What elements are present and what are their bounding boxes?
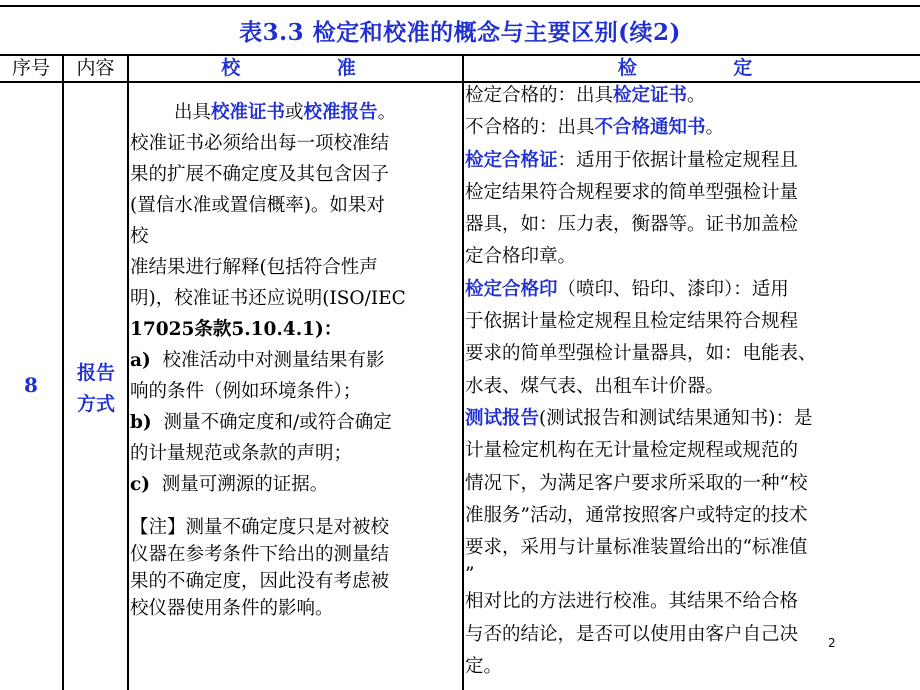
calibration-certificate-term: 校准证书 [211,102,286,123]
row-content-label [64,358,128,420]
col-divider-3 [462,56,464,690]
ver-line: 于依据计量检定规程且检定结果符合规程 [465,311,799,333]
calibration-report-term: 校准报告 [303,102,378,123]
ver-line: 相对比的方法进行校准。其结果不给合格 [465,591,799,613]
cal-line: (置信水准或置信概率)。如果对 [130,195,385,216]
verification-pass-certificate-term: 检定合格证 [465,149,558,171]
ver-line: 与否的结论，是否可以使用由客户自己决 [465,623,799,645]
cal-line: 果的扩展不确定度及其包含因子 [130,164,390,185]
cal-line: 的计量规范或条款的声明； [130,443,353,464]
ver-line: 检定合格的：出具检定证书。 [465,85,706,106]
ver-line: 不合格的：出具不合格通知书。 [465,117,725,139]
calibration-note [130,514,462,622]
ver-line: 要求，采用与计量标准装置给出的“标准值 [465,537,808,559]
ver-line: 检定结果符合规程要求的简单型强检计量 [465,181,799,203]
note-line: 校仪器使用条件的影响。 [130,598,334,619]
spacer [130,500,462,514]
top-border [0,5,920,7]
ver-line: 定合格印章。 [465,246,577,268]
cal-line: 出具校准证书或校准报告。 [174,102,397,123]
row-seq-number: 8 [24,373,38,397]
header-seq: 序号 [11,57,50,79]
cal-line: 准结果进行解释(包括符合性声 [130,257,378,278]
ver-line: 水表、煤气表、出租车计价器。 [465,375,725,397]
verification-certificate-term: 检定证书 [613,85,688,106]
test-report-term: 测试报告 [465,407,540,429]
note-line: 果的不确定度，因此没有考虑被 [130,571,390,592]
ver-line: 准服务”活动，通常按照客户或特定的技术 [465,504,808,526]
ver-line: ” [465,564,475,586]
nonconformity-notice-term: 不合格通知书 [594,117,706,139]
cal-line: 明)，校准证书还应说明(ISO/IEC [130,288,406,309]
cal-line: a) 校准活动中对测量结果有影 [130,350,385,371]
ver-line: 要求的简单型强检计量器具，如：电能表、 [465,343,817,365]
ver-line: 检定合格印（喷印、铅印、漆印）：适用 [465,278,789,300]
ver-line: 检定合格证：适用于依据计量检定规程且 [465,149,799,171]
header-calibration: 校 准 [221,57,370,79]
ver-line: 测试报告(测试报告和测试结果通知书)：是 [465,407,813,429]
ver-line: 定。 [465,656,503,678]
cal-line: 校准证书必须给出每一项校准结 [130,133,390,154]
ver-line: 计量检定机构在无计量检定规程或规范的 [465,440,799,462]
cal-line: c) 测量可溯源的证据。 [130,474,329,495]
row-content-label-line2: 方式 [76,393,115,415]
page-number: 2 [828,636,836,650]
table-title: 表3.3 检定和校准的概念与主要区别(续2) [239,19,681,46]
cal-line: b) 测量不确定度和/或符合确定 [130,412,392,433]
header-content: 内容 [76,57,115,79]
ver-line: 器具，如：压力表，衡器等。证书加盖检 [465,214,799,236]
header-verification: 检 定 [617,57,767,79]
verification-cell [465,80,920,683]
cal-line: 响的条件（例如环境条件）； [130,381,362,402]
note-line: 仪器在参考条件下给出的测量结 [130,544,390,565]
cal-line: 校 [130,226,149,247]
row-content-label-line1: 报告 [76,362,115,384]
cal-line: 17025条款5.10.4.1)： [130,319,343,340]
calibration-cell [130,97,462,622]
note-line: 【注】测量不确定度只是对被校 [130,517,390,538]
ver-line: 情况下，为满足客户要求所采取的一种“校 [465,472,808,494]
verification-pass-stamp-term: 检定合格印 [465,278,558,300]
